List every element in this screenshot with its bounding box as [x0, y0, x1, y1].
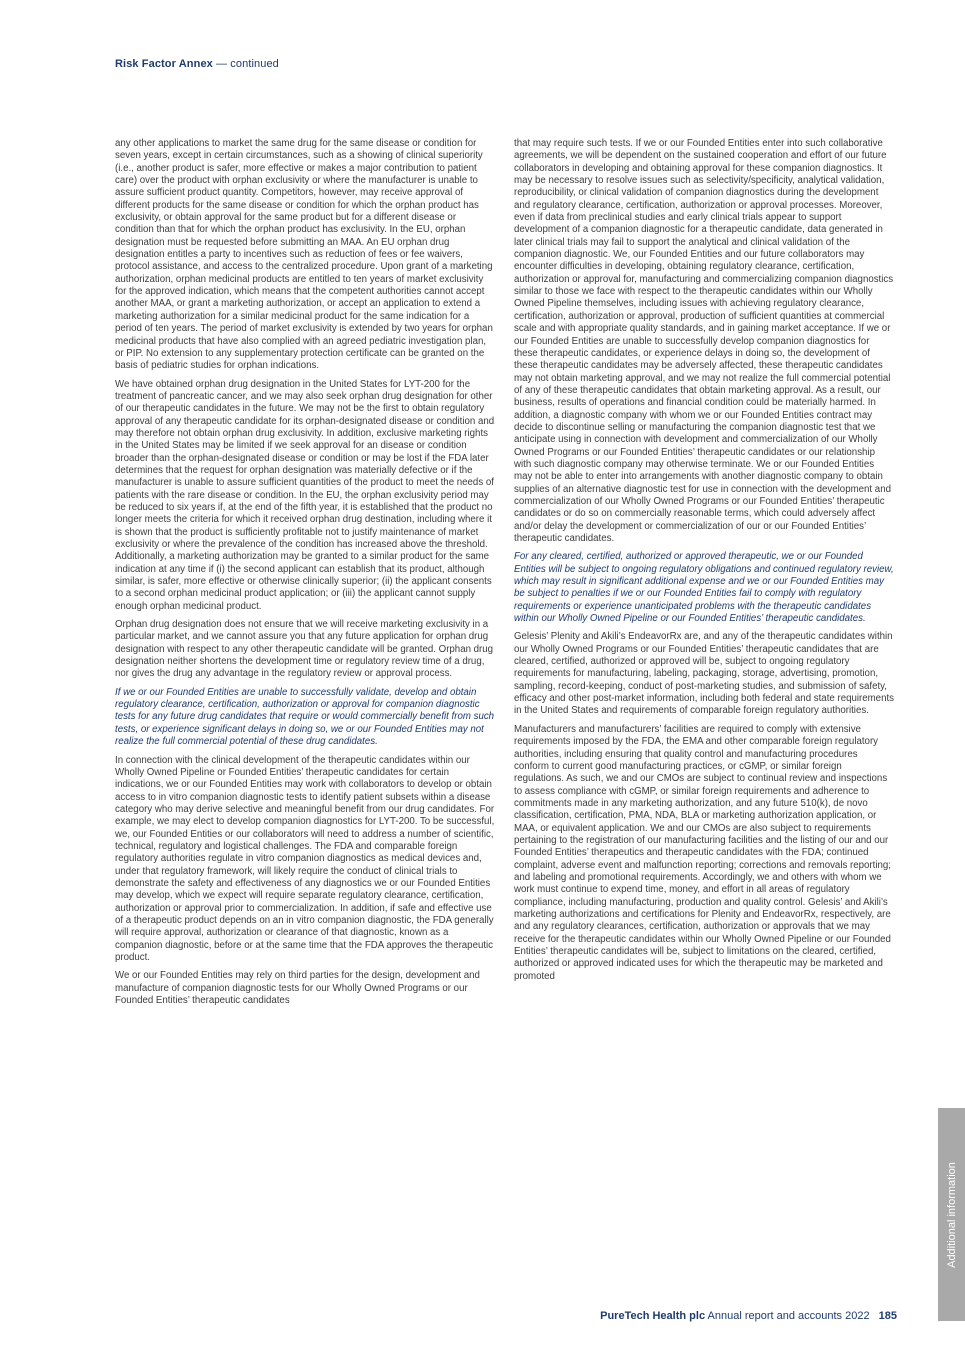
body-paragraph: that may require such tests. If we or our Founded Entities enter into such collaborative agreements, we will be dependent on the sustained cooperation and effort of our future collaborators in developing and obtaining approval for these companion diagnostics. It may be necessary to resolve issues such as selectivity/specificity, analytical validation, reproducibility, or clinical validation of companion diagnostics during the development and regulatory clearance, certification, authorization or approval processes. Moreover, even if data from preclinical studies and early clinical trials appear to support development of a companion diagnostic for a therapeutic candidate, data generated in later clinical trials may fail to support the analytical and clinical validation of the companion diagnostic. We, our Founded Entities and our future collaborators may encounter difficulties in developing, obtaining regulatory clearance, certification, authorization or approval for, manufacturing and commercializing companion diagnostics similar to those we face with respect to the therapeutic candidates within our Wholly Owned Pipeline themselves, including issues with achieving regulatory clearance, certification, authorization or approval, production of sufficient quantities at commercial scale and with appropriate quality standards, and in gaining market acceptance. If we or our Founded Entities are unable to successfully develop companion diagnostics for these therapeutic candidates, or experience delays in doing so, the development of these therapeutic candidates may be adversely affected, these therapeutic candidates may not obtain marketing approval, and we may not realize the full commercial potential of any of these therapeutic candidates that obtain marketing approval. As a result, our business, results of operations and financial condition could be materially harmed. In addition, a diagnostic company with whom we or our Founded Entities contract may decide to discontinue selling or manufacturing the companion diagnostic test that we anticipate using in connection with development and commercialization of our Wholly Owned Programs or our Founded Entities’ therapeutic candidates or our relationship with such diagnostic company may otherwise terminate. We or our Founded Entities may not be able to enter into arrangements with another diagnostic company to obtain supplies of an alternative diagnostic test for use in connection with the development and commercialization of our Wholly Owned Programs or our Founded Entities’ therapeutic candidates or do so on commercially reasonable terms, which could adversely affect and/or delay the development or commercialization of our or our Founded Entities’ therapeutic candidates. — [514, 138, 894, 544]
footer-company: PureTech Health plc — [600, 1310, 706, 1322]
body-paragraph: We or our Founded Entities may rely on third parties for the design, development and manufacture of companion diagnostic tests for our Wholly Owned Programs or our Founded Entities’ therapeutic candidates — [115, 970, 480, 1007]
body-paragraph: Orphan drug designation does not ensure that we will receive marketing exclusivity in a particular market, and we cannot assure you that any future application for orphan drug designation with respect to any other therapeutic candidate will be granted. Orphan drug designation neither shortens the development time or regulatory review time of a drug, nor gives the drug any advantage in the regulatory review or approval process. — [115, 619, 494, 680]
footer-report-title: Annual report and accounts 2022 — [707, 1310, 870, 1322]
page-footer — [600, 1310, 897, 1322]
risk-heading: For any cleared, certified, authorized or approved therapeutic, we or our Founded Entities will be subject to ongoing regulatory obligations and continued regulatory review, which may result in significant additional expense and we or our Founded Entities may be subject to penalties if we or our Founded Entities fail to comply with regulatory requirements or experience unanticipated problems with the therapeutic candidates within our Wholly Owned Pipeline or our Founded Entities’ therapeutic candidates. — [514, 551, 894, 625]
right-text-column — [514, 138, 894, 989]
side-tab-label: Additional information — [945, 1161, 958, 1268]
body-paragraph: Gelesis’ Plenity and Akili’s EndeavorRx are, and any of the therapeutic candidates within our Wholly Owned Programs or our Founded Entities’ therapeutic candidates that are cleared, certified, authorized or approved will be, subject to ongoing regulatory requirements for manufacturing, labeling, packaging, storage, advertising, promotion, sampling, record-keeping, conduct of post-marketing studies, and submission of safety, efficacy and other post-market information, including both federal and state requirements in the United States and requirements of comparable foreign regulatory authorities. — [514, 631, 894, 717]
left-text-column — [115, 138, 495, 1013]
page-number: 185 — [878, 1310, 897, 1322]
body-paragraph: In connection with the clinical development of the therapeutic candidates within our Wholly Owned Pipeline or Founded Entities’ therapeutic candidates for certain indications, we or our Founded Entities may work with collaborators to develop or obtain access to in vitro companion diagnostic tests to identify patient subsets within a disease category who may derive selective and meaningful benefit from our drug candidates. For example, we may elect to develop companion diagnostics for LYT-200. To be successful, we, our Founded Entities or our collaborators will need to address a number of scientific, technical, regulatory and logistical challenges. The FDA and comparable foreign regulatory authorities regulate in vitro companion diagnostics as medical devices and, under that regulatory framework, will likely require the conduct of clinical trials to demonstrate the safety and effectiveness of any diagnostics we or our Founded Entities may develop, which we expect will require separate regulatory clearance, certification, authorization or approval prior to commercialization. In addition, if safe and effective use of a therapeutic product depends on an in vitro companion diagnostic, the FDA generally will require approval, authorization or clearance of that diagnostic, known as a companion diagnostic, before or at the same time that the FDA approves the therapeutic product. — [115, 754, 495, 963]
risk-heading: If we or our Founded Entities are unable to successfully validate, develop and obtain regulatory clearance, certification, authorization or approval for companion diagnostic tests for any future drug candidates that require or would commercially benefit from such tests, or experience significant delays in doing so, we or our Founded Entities may not realize the full commercial potential of these drug candidates. — [115, 686, 495, 748]
section-title: Risk Factor Annex — [115, 58, 213, 70]
body-paragraph: Manufacturers and manufacturers’ facilities are required to comply with extensive requirements imposed by the FDA, the EMA and other comparable foreign regulatory authorities, including ensuring that quality control and manufacturing procedures conform to current good manufacturing practices, or cGMP, or similar foreign regulations. As such, we and our CMOs are subject to continual review and inspections to assess compliance with cGMP, or similar foreign requirements and adherence to commitments made in any marketing authorization, and any future 510(k), de novo classification, certification, PMA, NDA, BLA or marketing authorization application, or MAA, or equivalent application. We and our CMOs are also subject to requirements pertaining to the registration of our manufacturing facilities and the listing of our and our Founded Entities’ therapeutics and therapeutic candidates with the FDA; continued complaint, adverse event and malfunction reporting; corrections and removals reporting; and labeling and promotional requirements. Accordingly, we and others with whom we work must continue to expend time, money, and effort in all areas of regulatory compliance, including manufacturing, production and quality control. Gelesis’ and Akili’s marketing authorizations and certifications for Plenity and EndeavorRx, respectively, are and any regulatory clearances, certification, authorization or approvals that we may receive for the therapeutic candidates within our Wholly Owned Pipeline or our Founded Entities’ therapeutic candidates will be, subject to limitations on the cleared, certified, authorized or approved indicated uses for which the therapeutic may be marketed and promoted — [514, 723, 891, 982]
section-side-tab — [938, 1108, 965, 1321]
body-paragraph: We have obtained orphan drug designation in the United States for LYT-200 for the treatment of pancreatic cancer, and we may also seek orphan drug designation for other of our therapeutic candidates in the future. We may not be the first to obtain regulatory approval of any therapeutic candidate for its orphan-designated disease or condition and may therefore not obtain orphan drug exclusivity. In addition, exclusive marketing rights in the United States may be limited if we seek approval for an disease or condition broader than the orphan-designated disease or condition or may be lost if the FDA later determines that the request for orphan designation was materially defective or if the manufacturer is unable to assure sufficient quantities of the product to meet the needs of patients with the rare disease or condition. In the EU, the orphan exclusivity period may be reduced to six years if, at the end of the fifth year, it is established that the product no longer meets the criteria for which it received orphan drug destination, including where it is shown that the product is sufficiently profitable not to justify maintenance of market exclusivity or where the prevalence of the condition has increased above the threshold. Additionally, a marketing authorization may be granted to a similar product for the same indication at any time if (i) the second applicant can establish that its product, although similar, is safer, more effective or otherwise clinically superior; (ii) the applicant consents to a second orphan medicinal product application; or (iii) the applicant cannot supply enough orphan medicinal product. — [115, 378, 495, 612]
continued-label: continued — [230, 58, 279, 70]
running-header — [115, 58, 279, 70]
body-paragraph: any other applications to market the same drug for the same disease or condition for seven years, except in certain circumstances, such as a showing of clinical superiority (i.e., another product is safer, more effective or makes a major contribution to patient care) over the product with orphan exclusivity or where the manufacturer is unable to assure sufficient product quantity. Competitors, however, may receive approval of different products for the same disease or condition for which the orphan product has exclusivity, or obtain approval for the same product but for a different disease or condition than that for which the orphan product has exclusivity. In the EU, orphan designation must be requested before submitting an MAA. An EU orphan drug designation entitles a party to incentives such as reduction of fees or fee waivers, protocol assistance, and access to the centralized procedure. Upon grant of a marketing authorization, orphan medicinal products are entitled to ten years of market exclusivity for the approved indication, which means that the competent authorities cannot accept another MAA, or grant a marketing authorization, or accept an application to extend a marketing authorization for a similar medicinal product for the same indication for a period of ten years. The period of market exclusivity is extended by two years for orphan medicinal products that have also complied with an agreed pediatric investigation plan, or PIP. No extension to any supplementary protection certificate can be granted on the basis of pediatric studies for orphan indications. — [115, 138, 493, 372]
header-separator: — — [216, 58, 228, 70]
